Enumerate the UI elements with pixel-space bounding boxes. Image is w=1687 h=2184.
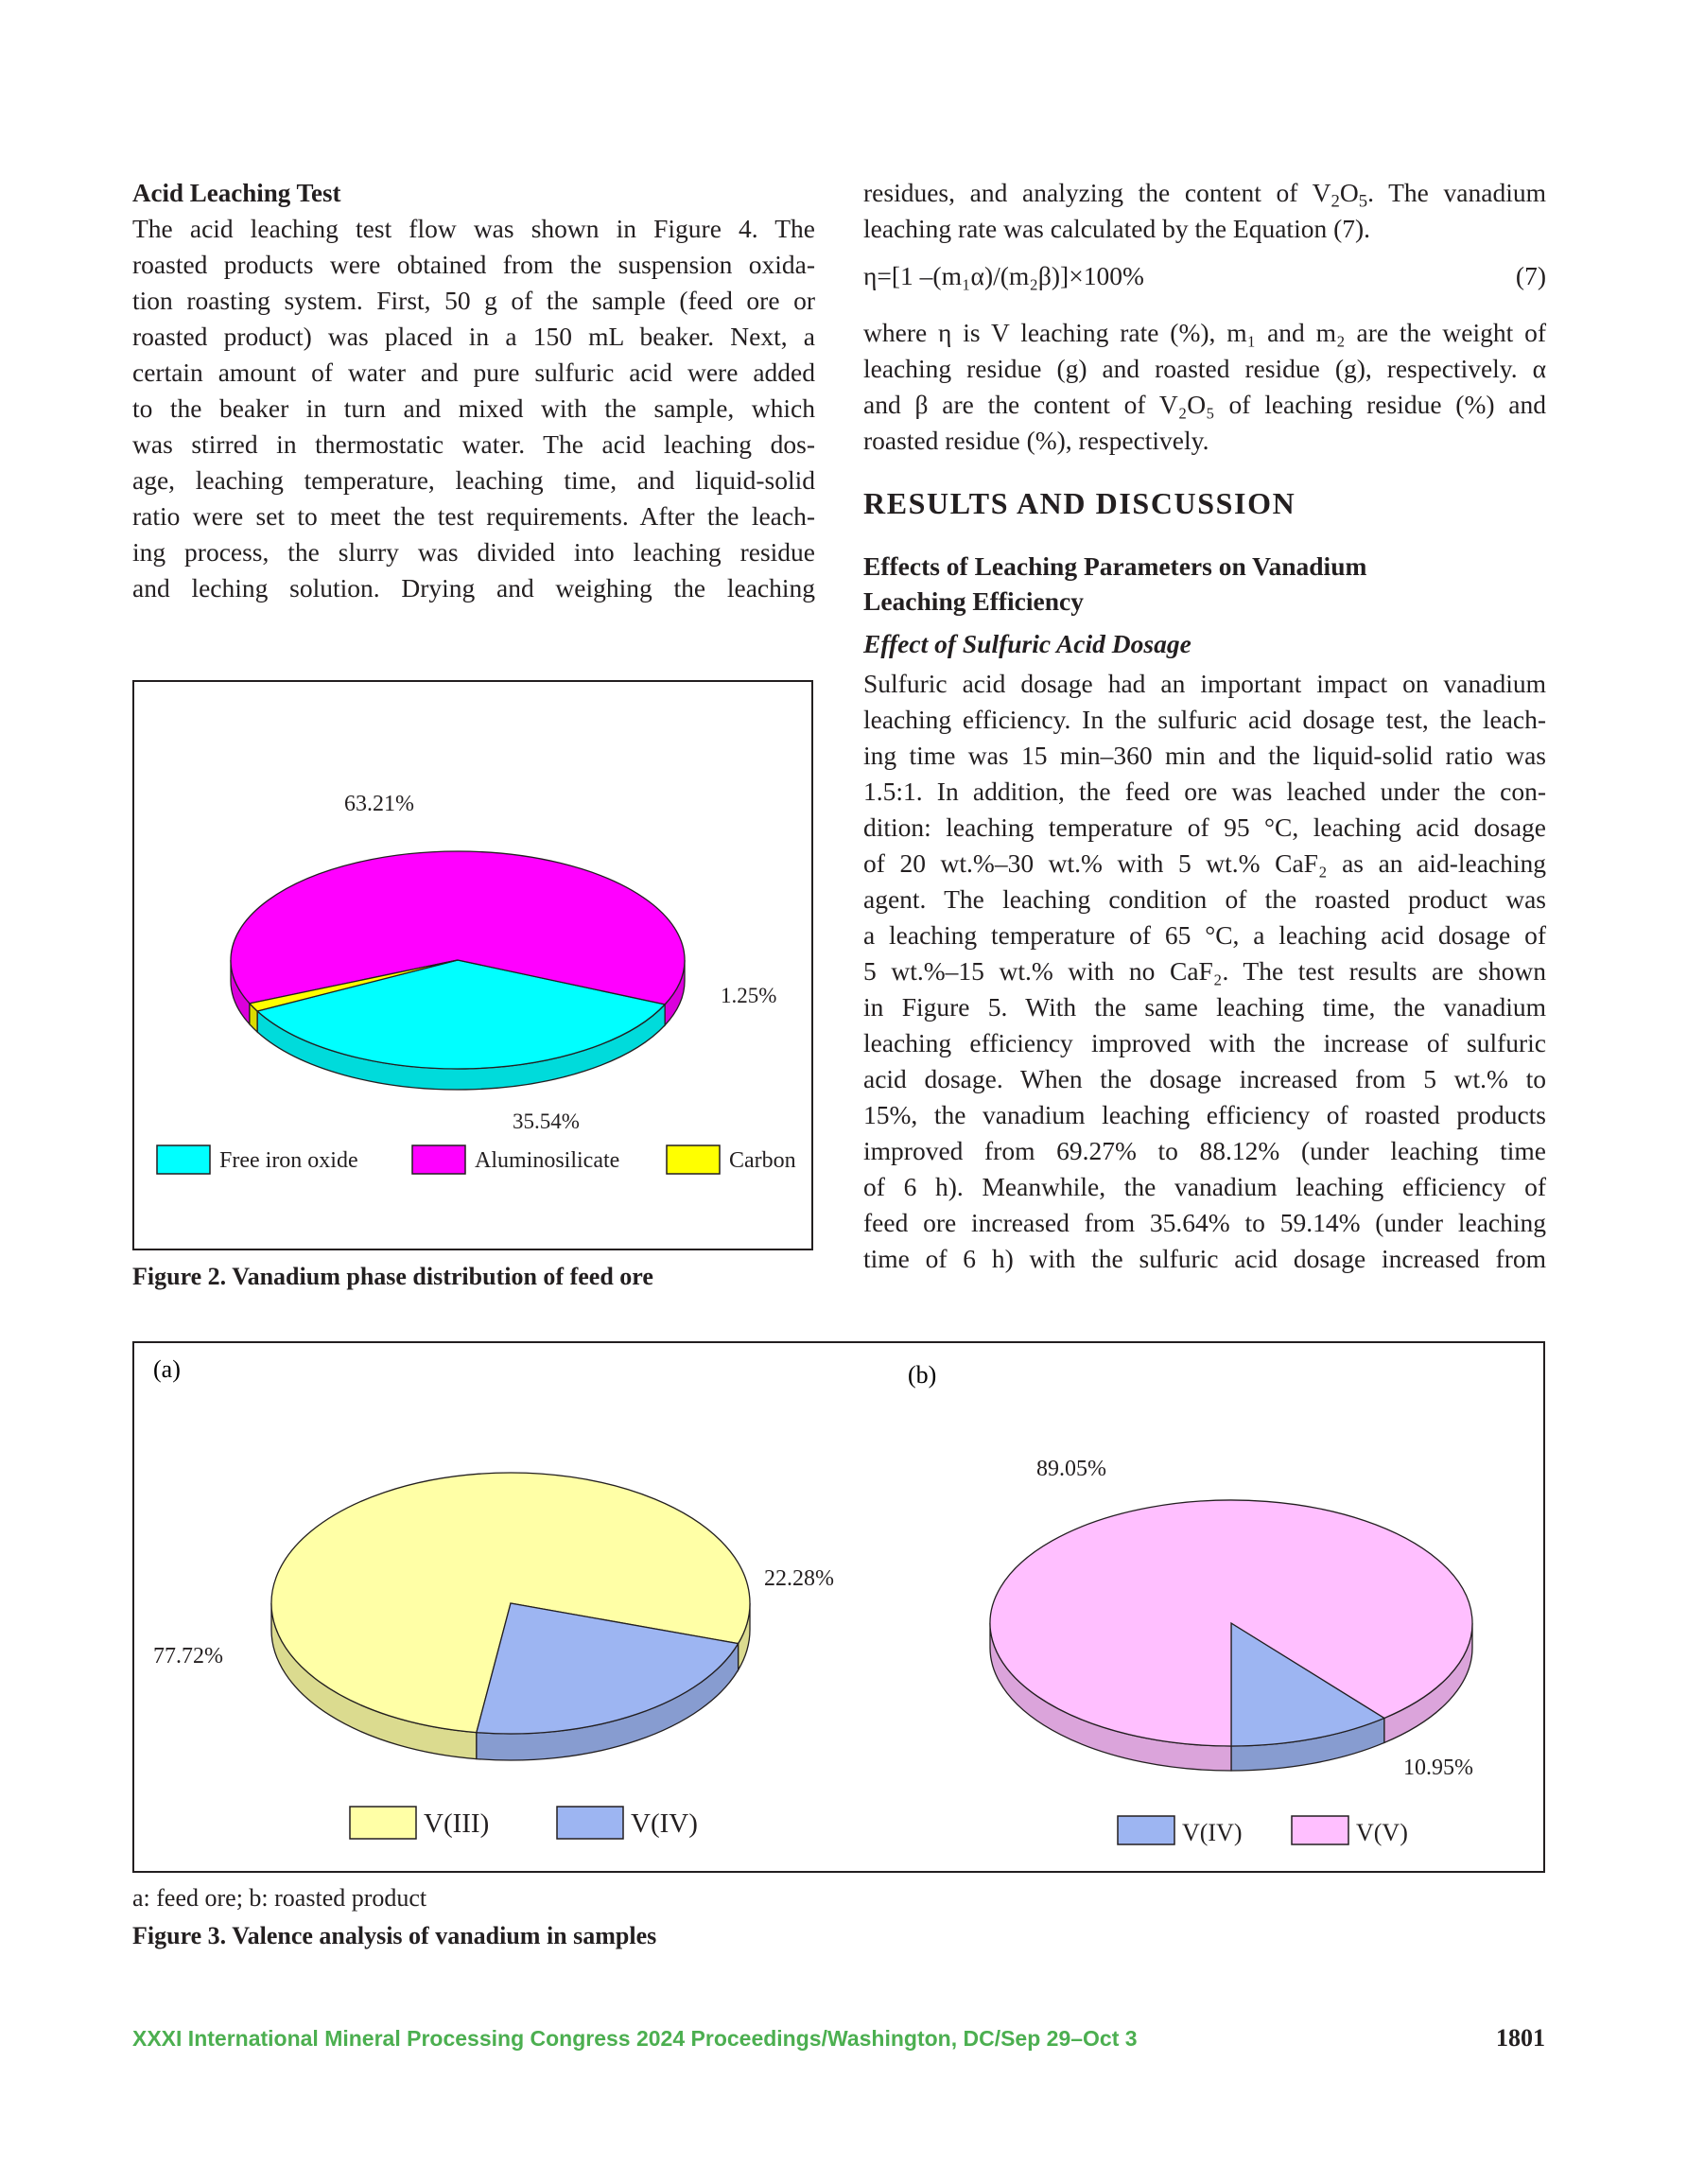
text-line: Sulfuric acid dosage had an important impact on vanadium <box>863 669 1546 698</box>
text-fragment: . The vanadium <box>1367 178 1547 207</box>
legend-label: V(III) <box>424 1808 490 1839</box>
text-line: in Figure 5. With the same leaching time, the vanadium <box>863 992 1546 1022</box>
legend-swatch <box>412 1145 465 1174</box>
text-line: roasted product) was placed in a 150 mL beaker. Next, a <box>132 322 815 351</box>
acid-leaching-heading: Acid Leaching Test <box>132 179 341 207</box>
legend-swatch <box>157 1145 210 1174</box>
heading-line: Leaching Efficiency <box>863 586 1084 616</box>
legend-swatch <box>350 1807 416 1839</box>
text-line: agent. The leaching condition of the roasted product was <box>863 884 1546 914</box>
text-line: feed ore increased from 35.64% to 59.14% (under leaching <box>863 1208 1546 1237</box>
text-line: of 6 h). Meanwhile, the vanadium leaching efficiency of <box>863 1172 1546 1201</box>
pie-data-label: 63.21% <box>344 792 414 816</box>
text-line: where η is V leaching rate (%), m₁ and m₂ are the weight of <box>863 318 1546 347</box>
panel-b-label: (b) <box>908 1361 937 1389</box>
acid-leaching-paragraph <box>132 211 815 606</box>
text-line: leaching residue (g) and roasted residue (g), respectively. α <box>863 354 1546 383</box>
text-line: acid dosage. When the dosage increased from 5 wt.% to <box>863 1064 1546 1093</box>
text-line: improved from 69.27% to 88.12% (under leaching time <box>863 1136 1546 1165</box>
intro-paragraph <box>863 175 1546 247</box>
sulfuric-acid-paragraph <box>863 666 1546 1277</box>
text-line: 15%, the vanadium leaching efficiency of roasted products <box>863 1100 1546 1129</box>
text-line: to the beaker in turn and mixed with the sample, which <box>132 393 815 423</box>
text-line: 5 wt.%–15 wt.% with no CaF₂. The test results are shown <box>863 956 1546 986</box>
text-line: roasted products were obtained from the suspension oxida- <box>132 250 815 279</box>
pie-data-label: 77.72% <box>153 1644 223 1669</box>
legend-label: Aluminosilicate <box>475 1148 620 1173</box>
legend-label: Carbon <box>729 1148 796 1173</box>
pie-data-label: 1.25% <box>721 984 777 1007</box>
text-line: was stirred in thermostatic water. The acid leaching dos- <box>132 429 815 459</box>
text-line <box>863 175 1546 211</box>
equation-body: η=[1 –(m₁α)/(m₂β)]×100% <box>863 261 1144 290</box>
page-number: 1801 <box>1496 2024 1545 2052</box>
section-title: RESULTS AND DISCUSSION <box>863 486 1296 520</box>
legend-swatch <box>1292 1816 1348 1844</box>
pie-group <box>990 1500 1472 1771</box>
text-line: of 20 wt.%–30 wt.% with 5 wt.% CaF₂ as an aid-leaching <box>863 848 1546 878</box>
equation-7 <box>863 258 1546 294</box>
text-line: leaching efficiency improved with the increase of sulfuric <box>863 1028 1546 1057</box>
text-line: a leaching temperature of 65 °C, a leaching acid dosage of <box>863 920 1546 950</box>
text-line: ing time was 15 min–360 min and the liquid-solid ratio was <box>863 741 1546 770</box>
text-fragment: residues, and analyzing the content of V <box>863 178 1331 207</box>
equation-number: (7) <box>1515 261 1546 290</box>
left-column <box>132 175 815 606</box>
text-line: leaching rate was calculated by the Equation (7). <box>863 214 1371 243</box>
legend-label: Free iron oxide <box>219 1148 358 1173</box>
text-line: roasted residue (%), respectively. <box>863 426 1209 455</box>
figure-3-pie-charts <box>134 1343 1543 1871</box>
legend-label: V(IV) <box>631 1808 698 1839</box>
subsection-heading <box>863 549 1546 619</box>
pie-data-label: 10.95% <box>1403 1756 1473 1780</box>
italic-heading: Effect of Sulfuric Acid Dosage <box>863 629 1191 658</box>
text-line: leaching efficiency. In the sulfuric acid dosage test, the leach- <box>863 705 1546 734</box>
figure-2-caption: Figure 2. Vanadium phase distribution of feed ore <box>132 1263 653 1290</box>
legend-swatch <box>667 1145 720 1174</box>
pie-data-label: 35.54% <box>513 1109 580 1133</box>
figure-3-note: a: feed ore; b: roasted product <box>132 1884 427 1912</box>
text-line: and leching solution. Drying and weighing the leaching <box>132 573 815 603</box>
pie-slice-v-v- <box>990 1500 1472 1746</box>
panel-a-label: (a) <box>153 1355 181 1383</box>
legend-label: V(V) <box>1356 1819 1408 1846</box>
text-line: 1.5:1. In addition, the feed ore was leached under the con- <box>863 777 1546 806</box>
legend-swatch <box>557 1807 623 1839</box>
subscript: 5 <box>1358 191 1368 212</box>
text-line: The acid leaching test flow was shown in Figure 4. The <box>132 214 815 243</box>
legend-swatch <box>1118 1816 1174 1844</box>
text-line: ing process, the slurry was divided into leaching residue <box>132 537 815 567</box>
text-line: ratio were set to meet the test requirements. After the leach- <box>132 501 815 531</box>
text-line: dition: leaching temperature of 95 °C, leaching acid dosage <box>863 812 1546 842</box>
footer-proceedings: XXXI International Mineral Processing Congress 2024 Proceedings/Washington, DC/Sep 29–Oct 3 <box>132 2026 1138 2051</box>
text-line: time of 6 h) with the sulfuric acid dosage increased from <box>863 1244 1546 1273</box>
text-line: certain amount of water and pure sulfuric acid were added <box>132 358 815 387</box>
right-column <box>863 175 1546 1277</box>
figure-3-caption: Figure 3. Valence analysis of vanadium in samples <box>132 1922 657 1949</box>
figure-2 <box>132 680 813 1250</box>
text-fragment: O <box>1339 178 1359 207</box>
pie-group <box>271 1473 750 1760</box>
where-paragraph <box>863 315 1546 459</box>
pie-group <box>231 851 685 1090</box>
figure-2-pie-chart <box>134 682 811 1249</box>
text-line: age, leaching temperature, leaching time, and liquid-solid <box>132 465 815 495</box>
text-line: tion roasting system. First, 50 g of the sample (feed ore or <box>132 286 815 315</box>
pie-data-label: 89.05% <box>1036 1457 1106 1481</box>
legend-label: V(IV) <box>1182 1819 1243 1846</box>
text-line: and β are the content of V₂O₅ of leaching residue (%) and <box>863 390 1546 419</box>
pie-data-label: 22.28% <box>764 1566 834 1591</box>
figure-3 <box>132 1341 1545 1873</box>
heading-line: Effects of Leaching Parameters on Vanadium <box>863 551 1367 581</box>
subscript: 2 <box>1330 191 1340 212</box>
